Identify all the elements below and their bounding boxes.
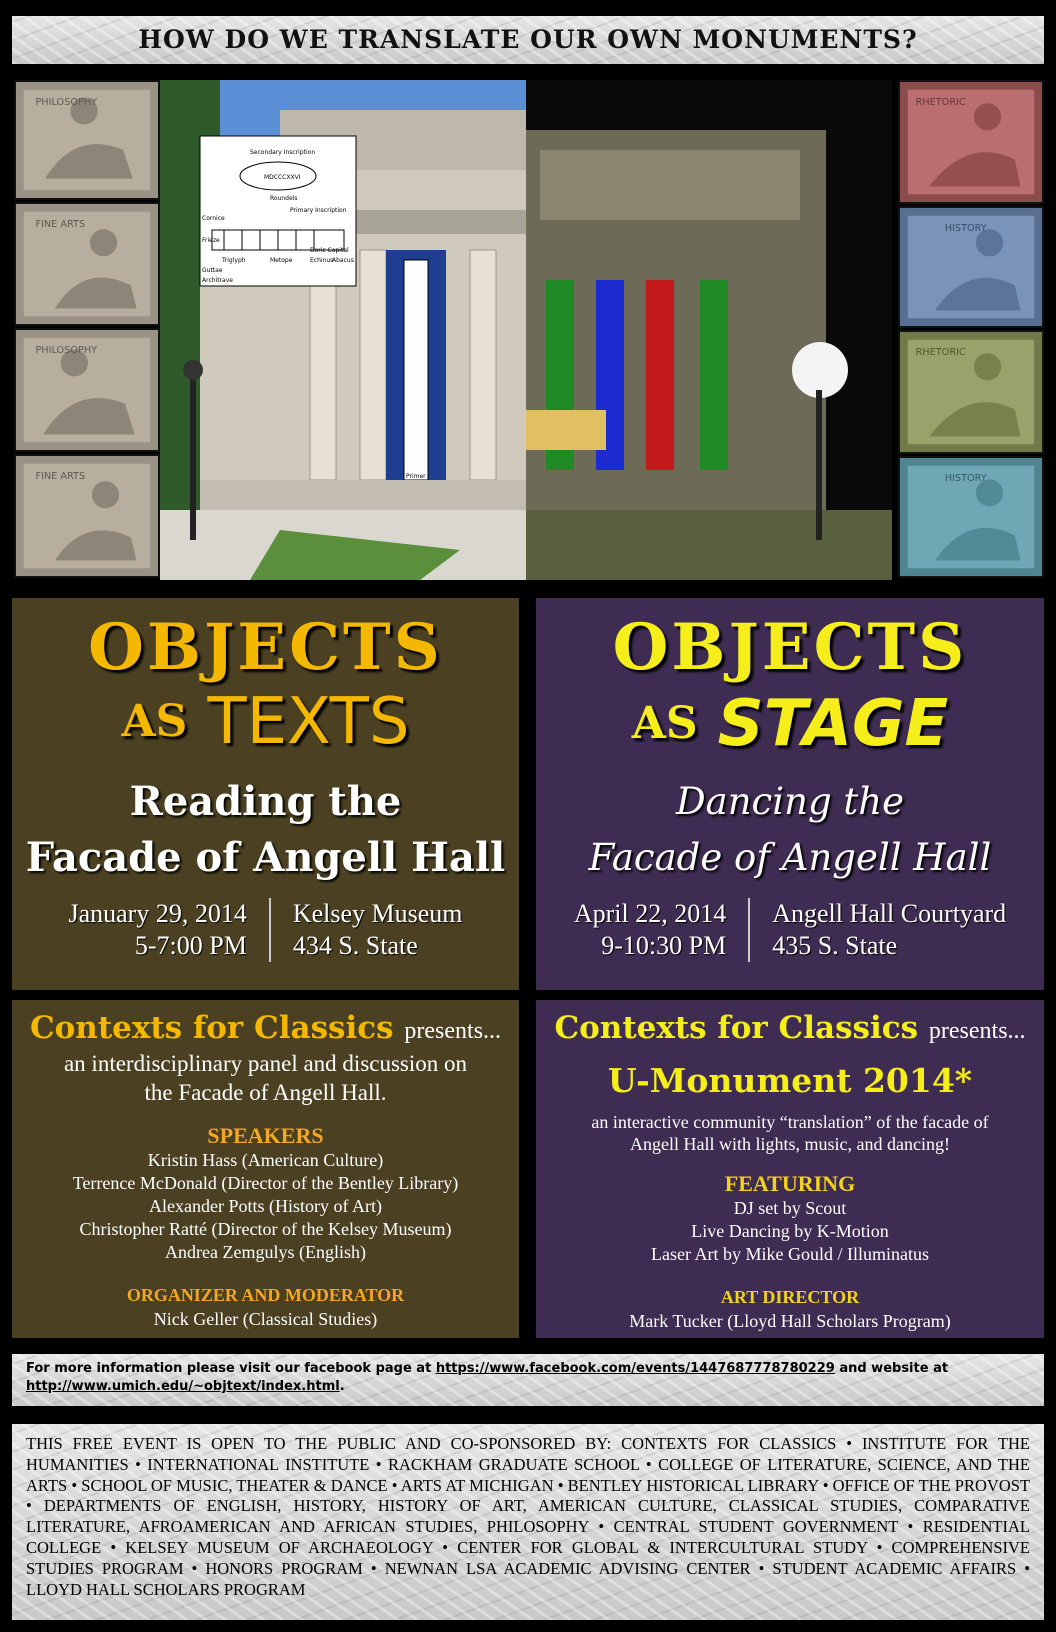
speaker: Kristin Hass (American Culture) bbox=[147, 1150, 384, 1170]
svg-text:RHETORIC: RHETORIC bbox=[915, 347, 966, 359]
organizer: Nick Geller (Classical Studies) bbox=[153, 1309, 378, 1329]
event-stage-box bbox=[536, 598, 1044, 990]
svg-text:Primer: Primer bbox=[406, 473, 426, 480]
speakers-list bbox=[12, 1149, 519, 1264]
svg-text:RHETORIC: RHETORIC bbox=[915, 97, 966, 109]
svg-text:Metope: Metope bbox=[270, 257, 293, 264]
event-address: 435 S. State bbox=[772, 931, 898, 960]
more-info-bar: For more information please visit our facebook page at https://www.facebook.com/events/1447687778780229 and website at http://www.umich.edu/~objtext/index.html. bbox=[12, 1354, 1044, 1406]
event-title-line2: Facade of Angell Hall bbox=[588, 836, 992, 879]
svg-text:HISTORY: HISTORY bbox=[944, 223, 987, 235]
svg-text:FINE ARTS: FINE ARTS bbox=[35, 471, 86, 483]
organizer-heading: ORGANIZER AND MODERATOR bbox=[126, 1285, 405, 1305]
svg-text:Architrave: Architrave bbox=[202, 277, 233, 284]
speaker: Christopher Ratté (Director of the Kelsey Museum) bbox=[79, 1219, 452, 1239]
svg-text:FINE ARTS: FINE ARTS bbox=[35, 219, 86, 231]
details-panel-box bbox=[12, 1000, 519, 1338]
art-director-heading: ART DIRECTOR bbox=[720, 1287, 860, 1307]
relief-panel bbox=[14, 328, 160, 452]
event-address: 434 S. State bbox=[292, 931, 418, 960]
website-link[interactable]: http://www.umich.edu/~objtext/index.html bbox=[26, 1379, 340, 1394]
title-banner bbox=[12, 16, 1044, 64]
presenter-line: Contexts for Classics presents... bbox=[554, 1010, 1026, 1046]
event-texts-box bbox=[12, 598, 519, 990]
objects-heading: OBJECTS bbox=[88, 610, 443, 685]
relief-panel-green bbox=[898, 330, 1044, 454]
svg-text:Guttae: Guttae bbox=[202, 267, 223, 274]
event-date: January 29, 2014 bbox=[68, 899, 247, 928]
event-venue: Angell Hall Courtyard bbox=[772, 899, 1007, 928]
event-info bbox=[12, 898, 519, 962]
relief-panel bbox=[14, 80, 160, 200]
featuring-heading: FEATURING bbox=[724, 1171, 856, 1196]
featured-act: DJ set by Scout bbox=[733, 1198, 847, 1218]
event-title-line2: Facade of Angell Hall bbox=[25, 834, 506, 881]
relief-panel bbox=[14, 454, 160, 578]
relief-panel bbox=[14, 202, 160, 326]
angell-hall-photo bbox=[160, 80, 892, 580]
presenter-line: Contexts for Classics presents... bbox=[29, 1010, 502, 1046]
event-time: 9-10:30 PM bbox=[601, 931, 727, 960]
speaker: Terrence McDonald (Director of the Bentley Library) bbox=[72, 1173, 459, 1193]
svg-text:Abacus: Abacus bbox=[332, 257, 354, 264]
svg-text:HISTORY: HISTORY bbox=[944, 473, 987, 485]
details-performance-box bbox=[536, 1000, 1044, 1338]
description-line1: an interdisciplinary panel and discussion on bbox=[63, 1051, 468, 1076]
event-info bbox=[536, 898, 1044, 962]
speakers-heading: SPEAKERS bbox=[207, 1123, 324, 1148]
speaker: Andrea Zemgulys (English) bbox=[165, 1242, 366, 1262]
svg-text:Roundels: Roundels bbox=[270, 195, 298, 202]
svg-text:PHILOSOPHY: PHILOSOPHY bbox=[35, 345, 98, 357]
facebook-link[interactable]: https://www.facebook.com/events/1447687778780229 bbox=[435, 1361, 835, 1376]
sponsors-text: THIS FREE EVENT IS OPEN TO THE PUBLIC AND CO-SPONSORED BY: CONTEXTS FOR CLASSICS • INSTITUTE FOR THE HUMANITIES • INTERNATIONAL INSTITUTE • RACKHAM GRADUATE SCHOOL • COLLEGE OF LITERATURE, SCIENCE, AND THE ARTS • SCHOOL OF MUSIC, THEATER & DANCE • ARTS AT MICHIGAN • BENTLEY HISTORICAL LIBRARY • OFFICE OF THE PROVOST • DEPARTMENTS OF ENGLISH, HISTORY, HISTORY OF ART, AMERICAN CULTURE, CLASSICAL STUDIES, COMPARATIVE LITERATURE, AFROAMERICAN AND AFRICAN STUDIES, PHILOSOPHY • CENTRAL STUDENT GOVERNMENT • RESIDENTIAL COLLEGE • KELSEY MUSEUM OF ARCHAEOLOGY • CENTER FOR GLOBAL & INTERCULTURAL STUDY • COMPREHENSIVE STUDIES PROGRAM • HONORS PROGRAM • NEWNAN LSA ACADEMIC ADVISING CENTER • STUDENT ACADEMIC AFFAIRS • LLOYD HALL SCHOLARS PROGRAM bbox=[26, 1434, 1030, 1599]
svg-text:Primary Inscription: Primary Inscription bbox=[290, 207, 347, 214]
art-director: Mark Tucker (Lloyd Hall Scholars Program) bbox=[629, 1311, 951, 1331]
as-texts-heading: AS TEXTS bbox=[121, 685, 410, 759]
event-venue: Kelsey Museum bbox=[292, 899, 463, 928]
objects-heading: OBJECTS bbox=[612, 610, 968, 685]
description: an interactive community “translation” of the facade of Angell Hall with lights, music, and dancing! bbox=[591, 1112, 989, 1154]
featuring-list bbox=[536, 1197, 1044, 1266]
svg-text:Doric Capital: Doric Capital bbox=[310, 247, 349, 254]
event-title-line1: Reading the bbox=[129, 778, 402, 825]
featured-act: Laser Art by Mike Gould / Illuminatus bbox=[651, 1244, 929, 1264]
right-relief-column bbox=[898, 80, 1044, 580]
svg-text:Secondary Inscription: Secondary Inscription bbox=[250, 149, 316, 156]
event-time: 5-7:00 PM bbox=[134, 931, 247, 960]
event-name: U-Monument 2014* bbox=[607, 1061, 973, 1100]
svg-text:Triglyph: Triglyph bbox=[222, 257, 246, 264]
speaker: Alexander Potts (History of Art) bbox=[149, 1196, 382, 1216]
page-title: HOW DO WE TRANSLATE OUR OWN MONUMENTS? bbox=[138, 25, 918, 54]
event-date: April 22, 2014 bbox=[573, 899, 727, 928]
svg-text:MDCCCXXVI: MDCCCXXVI bbox=[264, 174, 301, 181]
svg-text:PHILOSOPHY: PHILOSOPHY bbox=[35, 97, 98, 109]
relief-panel-red bbox=[898, 80, 1044, 204]
featured-act: Live Dancing by K-Motion bbox=[691, 1221, 889, 1241]
as-stage-heading: AS STAGE bbox=[631, 687, 949, 761]
left-relief-column bbox=[14, 80, 160, 580]
svg-text:Echinus: Echinus bbox=[310, 257, 334, 264]
relief-panel-blue bbox=[898, 206, 1044, 328]
relief-panel-teal bbox=[898, 456, 1044, 578]
sponsors-bar bbox=[12, 1424, 1044, 1620]
event-title-line1: Dancing the bbox=[676, 780, 904, 823]
svg-text:Frieze: Frieze bbox=[202, 237, 220, 244]
svg-text:Cornice: Cornice bbox=[202, 215, 225, 222]
description-line2: the Facade of Angell Hall. bbox=[144, 1080, 387, 1105]
